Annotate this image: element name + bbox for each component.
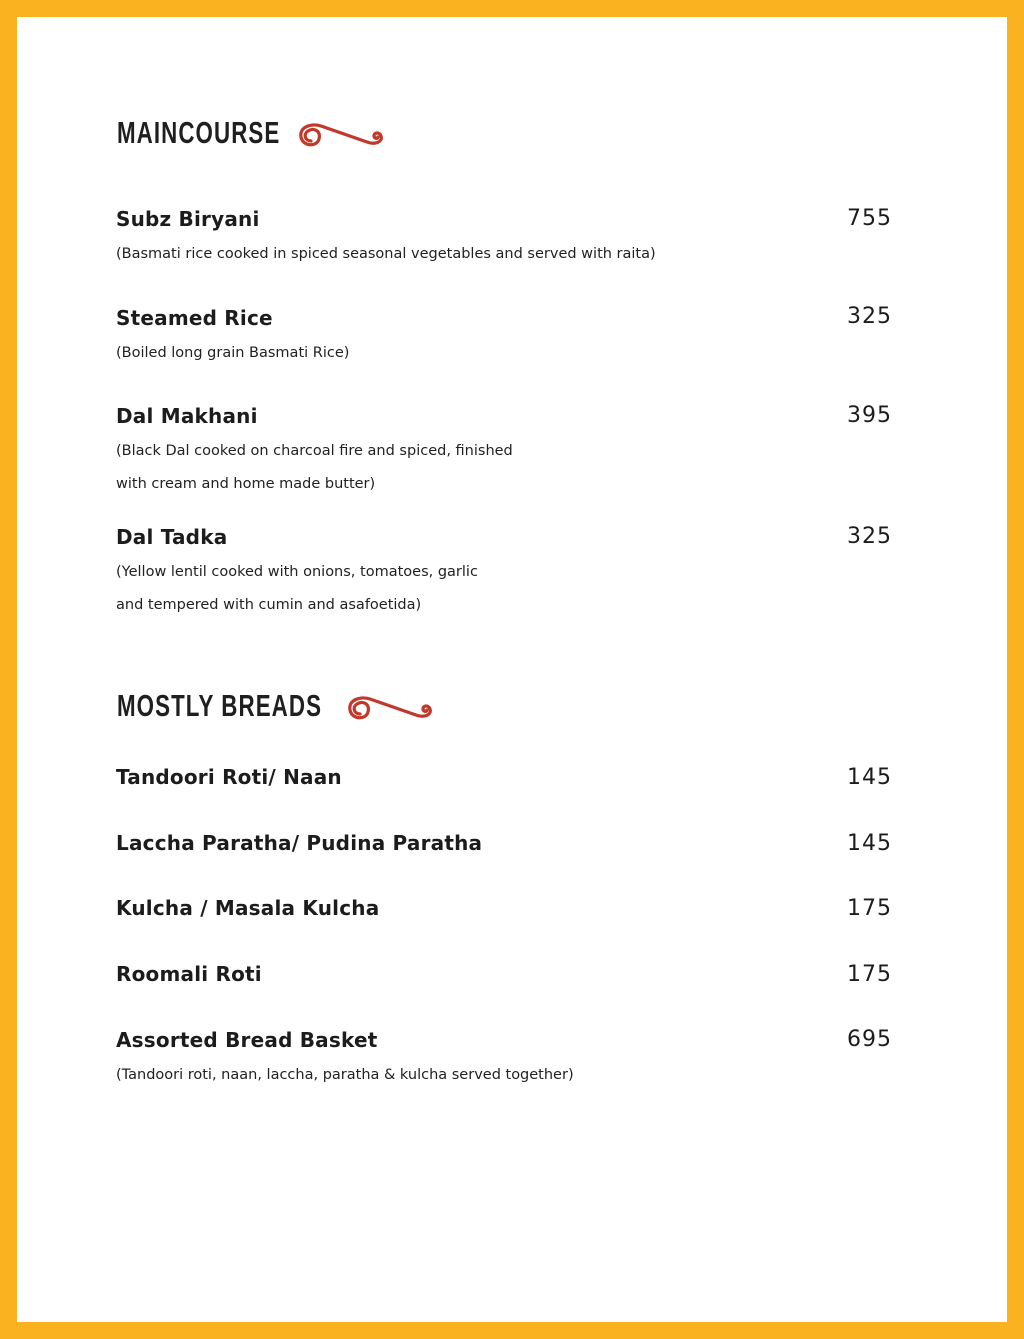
menu-item-price: 395 (847, 403, 892, 428)
menu-item-price: 325 (847, 304, 892, 329)
menu-item-description: (Basmati rice cooked in spiced seasonal vegetables and served with raita) (116, 246, 656, 262)
menu-item-name: Dal Makhani (116, 404, 258, 428)
section-title: MOSTLY BREADS (117, 688, 323, 723)
menu-item-price: 145 (847, 831, 892, 856)
menu-item-name: Tandoori Roti/ Naan (116, 765, 342, 789)
menu-item-price: 755 (847, 206, 892, 231)
menu-item-price: 145 (847, 765, 892, 790)
menu-item-name: Kulcha / Masala Kulcha (116, 896, 380, 920)
menu-item-price: 175 (847, 896, 892, 921)
section-title: MAINCOURSE (117, 115, 281, 150)
menu-item-name: Assorted Bread Basket (116, 1028, 378, 1052)
menu-item-description: (Black Dal cooked on charcoal fire and spiced, finished (116, 443, 513, 459)
menu-item-description: (Tandoori roti, naan, laccha, paratha & kulcha served together) (116, 1067, 574, 1083)
menu-item-description: with cream and home made butter) (116, 476, 376, 492)
menu-item-name: Steamed Rice (116, 306, 273, 330)
menu-item-price: 175 (847, 962, 892, 987)
menu-item-price: 325 (847, 524, 892, 549)
menu-item-description: and tempered with cumin and asafoetida) (116, 597, 422, 613)
menu-item-description: (Yellow lentil cooked with onions, tomatoes, garlic (116, 564, 478, 580)
menu-item-name: Laccha Paratha/ Pudina Paratha (116, 831, 483, 855)
menu-item-name: Subz Biryani (116, 207, 260, 231)
menu-item-name: Dal Tadka (116, 525, 228, 549)
menu-item-description: (Boiled long grain Basmati Rice) (116, 345, 350, 361)
menu-item-name: Roomali Roti (116, 962, 262, 986)
swirl-icon (297, 121, 385, 151)
menu-page (17, 17, 1007, 1322)
swirl-icon (346, 694, 434, 724)
menu-item-price: 695 (847, 1027, 892, 1052)
